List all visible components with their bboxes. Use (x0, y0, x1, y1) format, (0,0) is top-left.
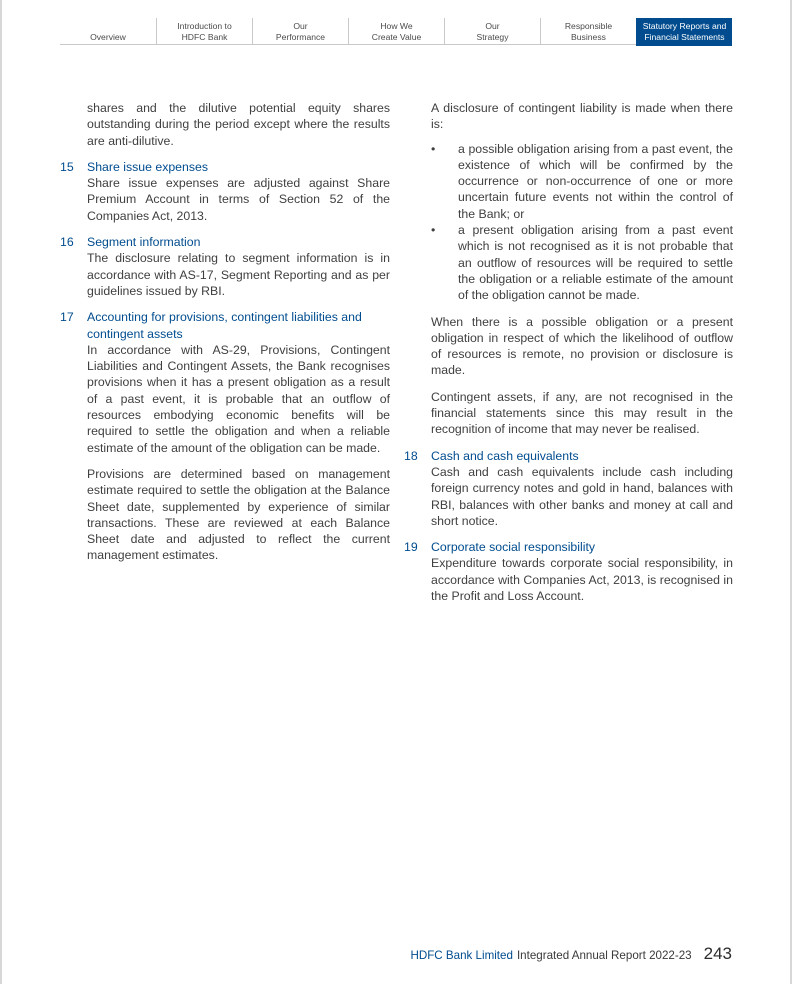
tab-create-value[interactable]: How We Create Value (348, 18, 444, 44)
section-paragraph: Cash and cash equivalents include cash including foreign currency notes and gold in hand, balances with RBI, balances with other banks and money at call and short notice. (431, 464, 733, 528)
left-column (60, 100, 390, 564)
list-item (431, 141, 733, 222)
nav-divider (60, 44, 732, 45)
page-footer (410, 944, 732, 964)
section-body (87, 234, 390, 299)
section-title: Cash and cash equivalents (431, 448, 579, 463)
section-19 (404, 539, 733, 604)
section-paragraph: The disclosure relating to segment information is in accordance with AS-17, Segment Reporting and as per guidelines issued by RBI. (87, 251, 390, 298)
bullet-icon: • (431, 141, 436, 156)
section-paragraph: Provisions are determined based on management estimate required to settle the obligation at the Balance Sheet date, supplemented by experience of similar transactions. These are reviewed at each Balance Sheet date and adjusted to reflect the current management estimates. (87, 466, 390, 563)
section-paragraph: Share issue expenses are adjusted against Share Premium Account in terms of Section 52 of the Companies Act, 2013. (87, 176, 390, 223)
section-body (431, 539, 733, 604)
section-title: Accounting for provisions, contingent liabilities and contingent assets (87, 310, 362, 341)
page-number: 243 (703, 944, 732, 963)
section-body (87, 159, 390, 224)
eps-continuation-paragraph: shares and the dilutive potential equity shares outstanding during the period except where the results are anti-dilutive. (87, 101, 390, 148)
section-16 (60, 234, 390, 299)
section-title: Share issue expenses (87, 159, 208, 174)
right-column (404, 100, 733, 604)
section-18 (404, 448, 733, 529)
section-number: 16 (60, 235, 74, 250)
section-nav (60, 18, 732, 44)
section-body (87, 309, 390, 563)
section-number: 18 (404, 448, 418, 463)
section-body (431, 448, 733, 529)
tab-responsible-business[interactable]: Responsible Business (540, 18, 636, 44)
contingent-liability-list (404, 141, 733, 304)
remote-obligation-paragraph: When there is a possible obligation or a present obligation in respect of which the likelihood of outflow of resources is remote, no provision or disclosure is made. (431, 314, 733, 378)
section-15 (60, 159, 390, 224)
section-number: 15 (60, 159, 74, 174)
bullet-icon: • (431, 223, 436, 238)
contingent-assets-paragraph: Contingent assets, if any, are not recognised in the financial statements since this may result in the recognition of income that may never be realised. (431, 389, 733, 437)
section-17 (60, 309, 390, 563)
section-paragraph: In accordance with AS-29, Provisions, Contingent Liabilities and Contingent Assets, the Bank recognises provisions when it has a present obligation as a result of a past event, it is probable that an outflow of resources embodying economic benefits will be required to settle the obligation and when a reliable estimate of the amount of the obligation can be made. (87, 342, 390, 455)
section-number: 17 (60, 310, 74, 325)
tab-overview[interactable]: Overview (90, 31, 126, 42)
section-number: 19 (404, 540, 418, 555)
nav-active-underline (636, 44, 732, 46)
section-title: Corporate social responsibility (431, 540, 596, 555)
section-title: Segment information (87, 235, 201, 250)
tab-strategy[interactable]: Our Strategy (444, 18, 540, 44)
tab-statutory-reports[interactable]: Statutory Reports and Financial Statements (636, 18, 732, 44)
list-item-text: a possible obligation arising from a past event, the existence of which will be confirmed by the occurrence or non-occurrence of one or more uncertain future events not within the control of the Bank; or (458, 141, 733, 221)
list-item-text: a present obligation arising from a past event which is not recognised as it is not probable that an outflow of resources will be required to settle the obligation or a reliable estimate of the amount of the obligation cannot be made. (458, 223, 733, 303)
page-edge-left (0, 0, 2, 984)
footer-report-title: Integrated Annual Report 2022-23 (516, 949, 692, 962)
list-item (431, 222, 733, 303)
section-paragraph: Expenditure towards corporate social responsibility, in accordance with Companies Act, 2013, is recognised in the Profit and Loss Account. (431, 556, 733, 604)
footer-brand: HDFC Bank Limited (410, 949, 513, 962)
tab-performance[interactable]: Our Performance (252, 18, 348, 44)
tab-introduction[interactable]: Introduction to HDFC Bank (156, 18, 252, 44)
contingent-liability-intro: A disclosure of contingent liability is made when there is: (431, 101, 733, 132)
